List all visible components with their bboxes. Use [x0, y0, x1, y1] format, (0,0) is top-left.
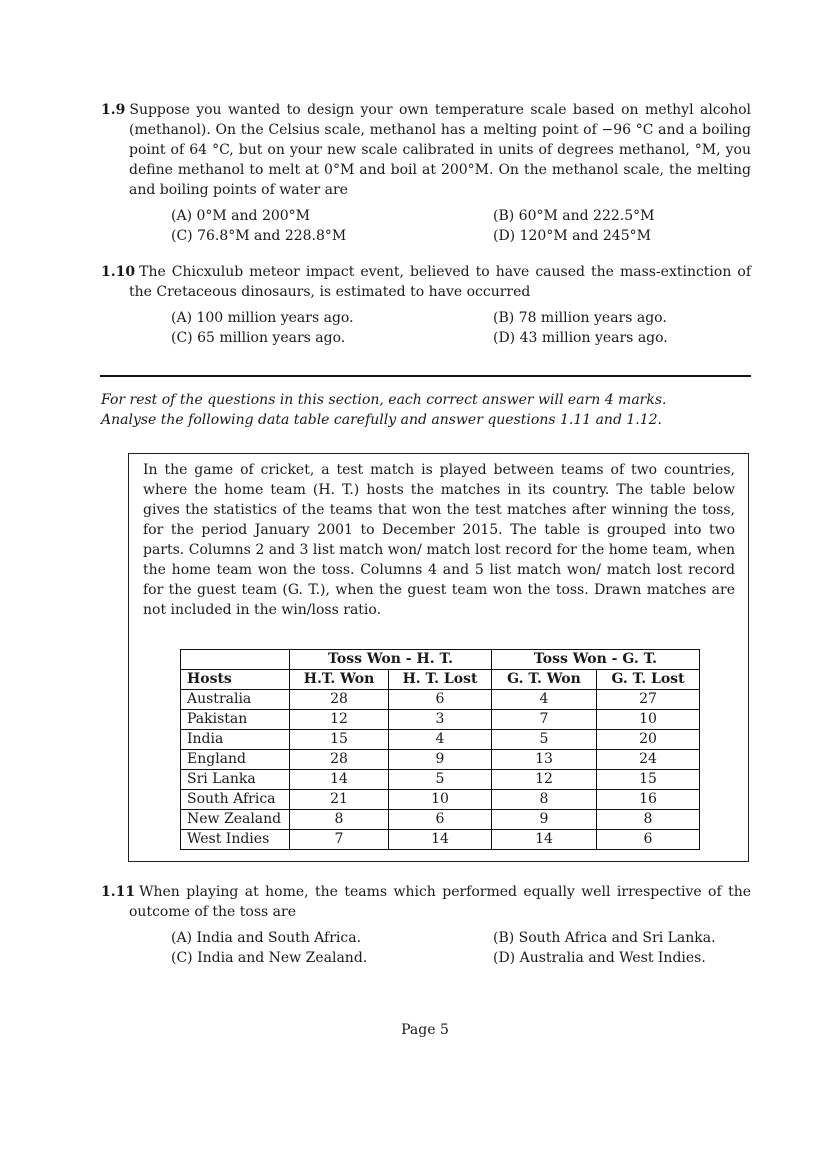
- value-cell: 5: [389, 770, 492, 790]
- table-row: [181, 690, 700, 710]
- option-c[interactable]: (C) 65 million years ago.: [171, 330, 346, 346]
- value-cell: 16: [597, 790, 700, 810]
- value-cell: 13: [492, 750, 597, 770]
- section-divider: [100, 375, 751, 377]
- question-number: 1.11: [101, 884, 136, 900]
- question-1-10: [101, 262, 751, 348]
- value-cell: 8: [597, 810, 700, 830]
- value-cell: 10: [597, 710, 700, 730]
- option-b[interactable]: (B) 60°M and 222.5°M: [493, 208, 655, 224]
- value-cell: 6: [389, 810, 492, 830]
- table-group-header-row: [181, 650, 700, 670]
- value-cell: 8: [492, 790, 597, 810]
- col-header-hosts: Hosts: [181, 670, 290, 690]
- option-a[interactable]: (A) 0°M and 200°M: [171, 208, 311, 224]
- host-cell: West Indies: [181, 830, 290, 850]
- col-header-gt-won: G. T. Won: [492, 670, 597, 690]
- option-b[interactable]: (B) South Africa and Sri Lanka.: [493, 930, 716, 946]
- options: [171, 928, 751, 968]
- question-text: The Chicxulub meteor impact event, believed to have caused the mass-extinction of the Cretaceous dinosaurs, is estimated to have occurred: [129, 264, 751, 300]
- group-header-guest-toss: Toss Won - G. T.: [492, 650, 700, 670]
- host-cell: Pakistan: [181, 710, 290, 730]
- options: [171, 308, 751, 348]
- value-cell: 10: [389, 790, 492, 810]
- col-header-ht-lost: H. T. Lost: [389, 670, 492, 690]
- value-cell: 15: [597, 770, 700, 790]
- value-cell: 15: [290, 730, 389, 750]
- col-header-ht-won: H.T. Won: [290, 670, 389, 690]
- host-cell: New Zealand: [181, 810, 290, 830]
- question-stem: [101, 100, 751, 200]
- data-passage-box: [128, 453, 749, 862]
- option-d[interactable]: (D) 43 million years ago.: [493, 330, 668, 346]
- value-cell: 4: [492, 690, 597, 710]
- cricket-stats-table: [180, 649, 700, 850]
- question-number: 1.9: [101, 102, 126, 118]
- value-cell: 24: [597, 750, 700, 770]
- value-cell: 12: [492, 770, 597, 790]
- table-body: [181, 690, 700, 850]
- host-cell: England: [181, 750, 290, 770]
- value-cell: 9: [389, 750, 492, 770]
- host-cell: South Africa: [181, 790, 290, 810]
- value-cell: 7: [492, 710, 597, 730]
- note-line-2: Analyse the following data table carefully and answer questions 1.11 and 1.12.: [101, 412, 662, 428]
- table-row: [181, 710, 700, 730]
- table-row: [181, 790, 700, 810]
- table-row: [181, 770, 700, 790]
- value-cell: 14: [290, 770, 389, 790]
- question-1-9: [101, 100, 751, 246]
- host-cell: Australia: [181, 690, 290, 710]
- value-cell: 4: [389, 730, 492, 750]
- question-stem: [101, 882, 751, 922]
- value-cell: 27: [597, 690, 700, 710]
- value-cell: 14: [389, 830, 492, 850]
- value-cell: 12: [290, 710, 389, 730]
- table-row: [181, 810, 700, 830]
- table-row: [181, 730, 700, 750]
- table-row: [181, 750, 700, 770]
- option-a[interactable]: (A) 100 million years ago.: [171, 310, 354, 326]
- question-text: Suppose you wanted to design your own temperature scale based on methyl alcohol (methanol). On the Celsius scale, methanol has a melting point of −96 °C and a boiling point of 64 °C, but on your new scale calibrated in units of degrees methanol, °M, you define methanol to melt at 0°M and boil at 200°M. On the methanol scale, the melting and boiling points of water are: [129, 102, 751, 198]
- passage-text: In the game of cricket, a test match is played between teams of two countries, where the home team (H. T.) hosts the matches in its country. The table below gives the statistics of the teams that won the test matches after winning the toss, for the period January 2001 to December 2015. The table is grouped into two parts. Columns 2 and 3 list match won/ match lost record for the home team, when the home team won the toss. Columns 4 and 5 list match won/ match lost record for the guest team (G. T.), when the guest team won the toss. Drawn matches are not included in the win/loss ratio.: [143, 462, 735, 618]
- table-header-row: [181, 670, 700, 690]
- question-stem: [101, 262, 751, 302]
- value-cell: 5: [492, 730, 597, 750]
- empty-corner-cell: [181, 650, 290, 670]
- option-b[interactable]: (B) 78 million years ago.: [493, 310, 667, 326]
- question-number: 1.10: [101, 264, 136, 280]
- group-header-home-toss: Toss Won - H. T.: [290, 650, 492, 670]
- value-cell: 28: [290, 750, 389, 770]
- value-cell: 9: [492, 810, 597, 830]
- section-note: [101, 390, 751, 430]
- value-cell: 14: [492, 830, 597, 850]
- col-header-gt-lost: G. T. Lost: [597, 670, 700, 690]
- note-line-1: For rest of the questions in this section, each correct answer will earn 4 marks.: [101, 392, 667, 408]
- option-a[interactable]: (A) India and South Africa.: [171, 930, 362, 946]
- option-c[interactable]: (C) 76.8°M and 228.8°M: [171, 228, 347, 244]
- value-cell: 6: [597, 830, 700, 850]
- value-cell: 3: [389, 710, 492, 730]
- option-c[interactable]: (C) India and New Zealand.: [171, 950, 368, 966]
- question-text: When playing at home, the teams which performed equally well irrespective of the outcome of the toss are: [129, 884, 751, 920]
- value-cell: 20: [597, 730, 700, 750]
- value-cell: 21: [290, 790, 389, 810]
- value-cell: 7: [290, 830, 389, 850]
- value-cell: 6: [389, 690, 492, 710]
- page-number: Page 5: [401, 1022, 449, 1038]
- option-d[interactable]: (D) Australia and West Indies.: [493, 950, 706, 966]
- value-cell: 8: [290, 810, 389, 830]
- value-cell: 28: [290, 690, 389, 710]
- table-row: [181, 830, 700, 850]
- question-1-11: [101, 882, 751, 968]
- option-d[interactable]: (D) 120°M and 245°M: [493, 228, 651, 244]
- host-cell: Sri Lanka: [181, 770, 290, 790]
- options: [171, 206, 751, 246]
- host-cell: India: [181, 730, 290, 750]
